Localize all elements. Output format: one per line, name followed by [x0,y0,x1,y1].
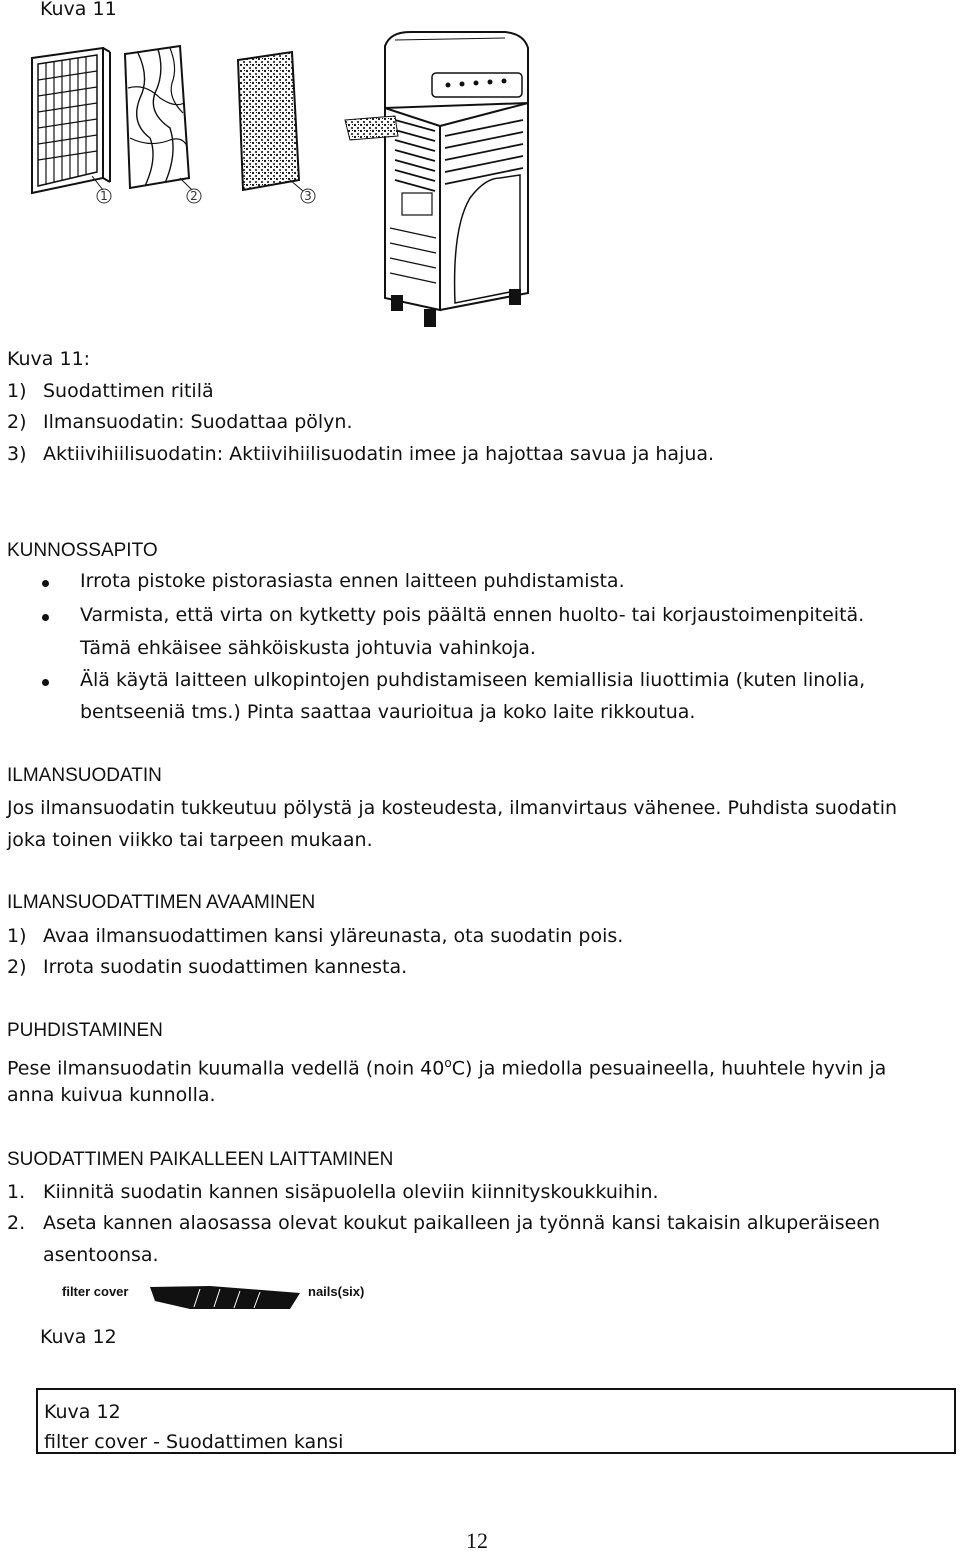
maintenance-bullet-3-line-1: Älä käytä laitteen ulkopintojen puhdistamiseen kemiallisia liuottimia (kuten linolia, [80,669,866,691]
refit-item-1: 1. Kiinnitä suodatin kannen sisäpuolella oleviin kiinnityskoukkuihin. [7,1181,659,1203]
figure-11-caption-top: Kuva 11 [40,0,117,20]
airfilter-line-1: Jos ilmansuodatin tukkeutuu pölystä ja kosteudesta, ilmanvirtaus vähenee. Puhdista suodatin [7,797,898,819]
callout-2: 2 [190,189,198,203]
page-number: 12 [466,1528,488,1553]
opening-item-2: 2) Irrota suodatin suodattimen kannesta. [7,956,408,978]
air-cooler-unit-drawing [345,32,528,326]
filter-grille-drawing [32,48,110,193]
refit-item-2: 2. Aseta kannen alaosassa olevat koukut paikalleen ja työnnä kansi takaisin alkuperäiseen [7,1212,881,1234]
box-line-2: filter cover - Suodattimen kansi [44,1431,344,1453]
cleaning-line-1: Pese ilmansuodatin kuumalla vedellä (noin 40$^o$C) ja miedolla pesuaineella, huuhtele hyvin ja [7,1056,887,1080]
refit-heading: SUODATTIMEN PAIKALLEEN LAITTAMINEN [7,1149,394,1170]
figure-12-label-filter-cover: filter cover [62,1284,129,1299]
figure-12-caption: Kuva 12 [40,1326,117,1348]
maintenance-bullet-3-line-2: bentseeniä tms.) Pinta saattaa vaurioitua ja koko laite rikkoutua. [80,701,696,723]
maintenance-bullet-2-line-1: Varmista, että virta on kytketty pois päältä ennen huolto- tai korjaustoimenpiteitä. [80,604,865,626]
maintenance-heading: KUNNOSSAPITO [7,540,158,561]
maintenance-bullet-1: Irrota pistoke pistorasiasta ennen laitteen puhdistamista. [80,570,625,592]
cleaning-heading: PUHDISTAMINEN [7,1020,163,1041]
caption-11-item-3: 3) Aktiivihiilisuodatin: Aktiivihiilisuodatin imee ja hajottaa savua ja hajua. [7,443,715,465]
airfilter-heading: ILMANSUODATIN [7,765,162,786]
cleaning-line-2: anna kuivua kunnolla. [7,1084,216,1106]
figure-11-illustration [0,28,560,338]
callout-1: 1 [100,189,108,203]
caption-11-title: Kuva 11: [7,348,91,370]
box-line-1: Kuva 12 [44,1401,121,1423]
air-filter-drawing [125,46,192,190]
bullet-dot [42,580,49,587]
figure-12-caption-box [36,1388,956,1454]
figure-12-label-nails: nails(six) [308,1284,365,1299]
caption-11-item-2: 2) Ilmansuodatin: Suodattaa pölyn. [7,411,353,433]
opening-heading: ILMANSUODATTIMEN AVAAMINEN [7,892,316,913]
bullet-dot [42,679,49,686]
figure-12-filter-cover-drawing [150,1283,310,1313]
airfilter-line-2: joka toinen viikko tai tarpeen mukaan. [7,829,373,851]
callout-3: 3 [304,189,312,203]
refit-item-2-line-2: asentoonsa. [43,1244,159,1266]
opening-item-1: 1) Avaa ilmansuodattimen kansi yläreunasta, ota suodatin pois. [7,925,624,947]
bullet-dot [42,614,49,621]
maintenance-bullet-2-line-2: Tämä ehkäisee sähköiskusta johtuvia vahinkoja. [80,637,536,659]
carbon-filter-drawing [238,52,303,191]
caption-11-item-1: 1) Suodattimen ritilä [7,380,214,402]
